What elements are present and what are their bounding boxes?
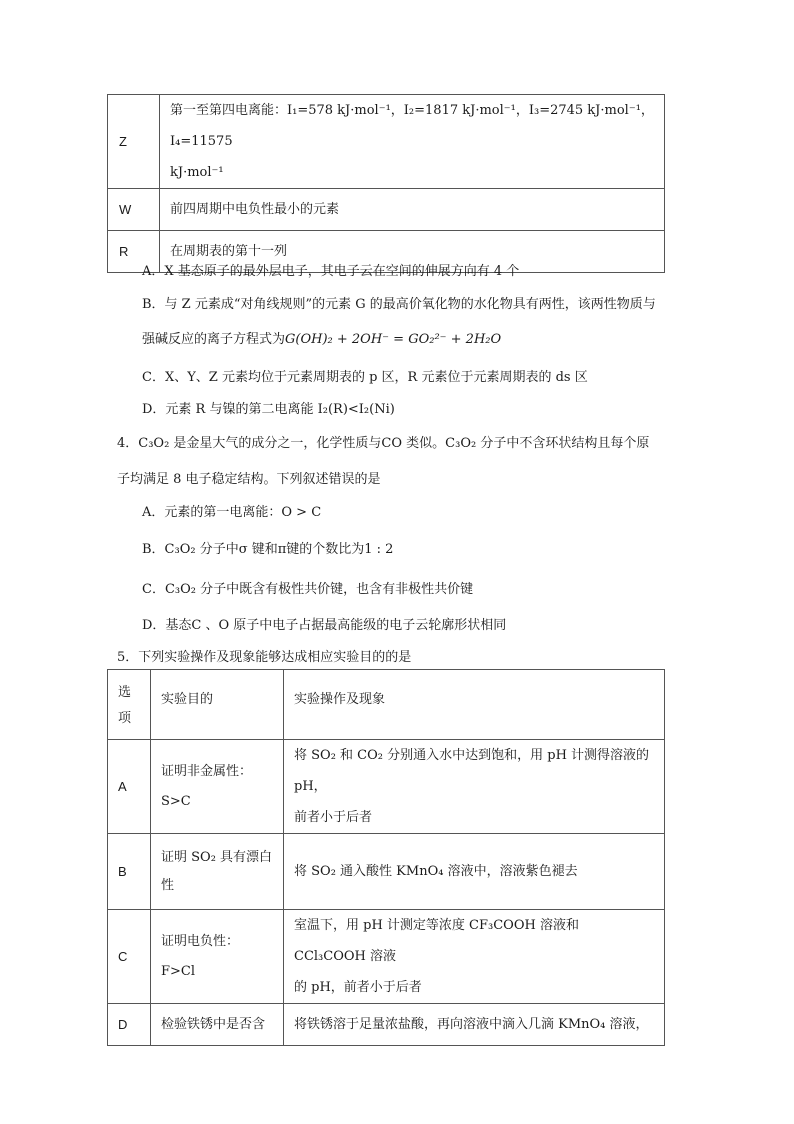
- q4-option-c: C．C₃O₂ 分子中既含有极性共价键，也含有非极性共价键: [142, 582, 474, 597]
- table-row: [108, 189, 665, 231]
- row-text: 在周期表的第十一列: [160, 231, 665, 273]
- row-key: C: [108, 910, 151, 1004]
- row-key: Z: [108, 95, 160, 189]
- q3-option-d: D．元素 R 与镍的第二电离能 I₂(R)<I₂(Ni): [142, 402, 395, 417]
- table-row: [108, 834, 665, 910]
- table-row: [108, 95, 665, 189]
- q3-option-b-line2: 强碱反应的离子方程式为G(OH)₂ + 2OH⁻ = GO₂²⁻ + 2H₂O: [142, 332, 502, 347]
- q3-option-a: A．X 基态原子的最外层电子，其电子云在空间的伸展方向有 4 个: [142, 264, 520, 279]
- row-goal: 证明 SO₂ 具有漂白 性: [151, 834, 284, 910]
- experiment-table: [107, 669, 665, 1046]
- table-row: [108, 1004, 665, 1046]
- element-info-table: [107, 94, 665, 273]
- row-text: 前四周期中电负性最小的元素: [160, 189, 665, 231]
- table-header-row: [108, 670, 665, 740]
- row-operation: 将铁锈溶于足量浓盐酸，再向溶液中滴入几滴 KMnO₄ 溶液，: [284, 1004, 665, 1046]
- row-key: W: [108, 189, 160, 231]
- ionic-equation: G(OH)₂ + 2OH⁻ = GO₂²⁻ + 2H₂O: [285, 332, 502, 347]
- q4-stem-line2: 子均满足 8 电子稳定结构。下列叙述错误的是: [117, 472, 381, 487]
- row-goal: 检验铁锈中是否含: [151, 1004, 284, 1046]
- header-goal: 实验目的: [151, 670, 284, 740]
- table-row: [108, 740, 665, 834]
- header-option: 选 项: [108, 670, 151, 740]
- row-operation: 将 SO₂ 和 CO₂ 分别通入水中达到饱和，用 pH 计测得溶液的 pH， 前者小于后者: [284, 740, 665, 834]
- row-text: 第一至第四电离能：I₁=578 kJ·mol⁻¹，I₂=1817 kJ·mol⁻¹，I₃=2745 kJ·mol⁻¹，I₄=11575 kJ·mol⁻¹: [160, 95, 665, 189]
- q4-option-b: B．C₃O₂ 分子中σ 键和π键的个数比为1 : 2: [142, 542, 394, 557]
- row-key: D: [108, 1004, 151, 1046]
- q5-stem: 5．下列实验操作及现象能够达成相应实验目的的是: [117, 650, 412, 665]
- table-row: [108, 910, 665, 1004]
- row-key: R: [108, 231, 160, 273]
- q4-option-d: D．基态C 、O 原子中电子占据最高能级的电子云轮廓形状相同: [142, 618, 507, 633]
- header-operation: 实验操作及现象: [284, 670, 665, 740]
- row-goal: 证明非金属性：S>C: [151, 740, 284, 834]
- q3-option-b-line1: B．与 Z 元素成“对角线规则”的元素 G 的最高价氧化物的水化物具有两性，该两性物质与: [142, 297, 656, 312]
- row-key: B: [108, 834, 151, 910]
- row-operation: 将 SO₂ 通入酸性 KMnO₄ 溶液中，溶液紫色褪去: [284, 834, 665, 910]
- row-key: A: [108, 740, 151, 834]
- q3-option-c: C．X、Y、Z 元素均位于元素周期表的 p 区，R 元素位于元素周期表的 ds 区: [142, 370, 588, 385]
- q4-option-a: A．元素的第一电离能：O > C: [142, 505, 322, 520]
- row-operation: 室温下，用 pH 计测定等浓度 CF₃COOH 溶液和 CCl₃COOH 溶液 的 pH，前者小于后者: [284, 910, 665, 1004]
- q4-stem-line1: 4．C₃O₂ 是金星大气的成分之一，化学性质与CO 类似。C₃O₂ 分子中不含环状结构且每个原: [117, 436, 650, 451]
- row-goal: 证明电负性：F>Cl: [151, 910, 284, 1004]
